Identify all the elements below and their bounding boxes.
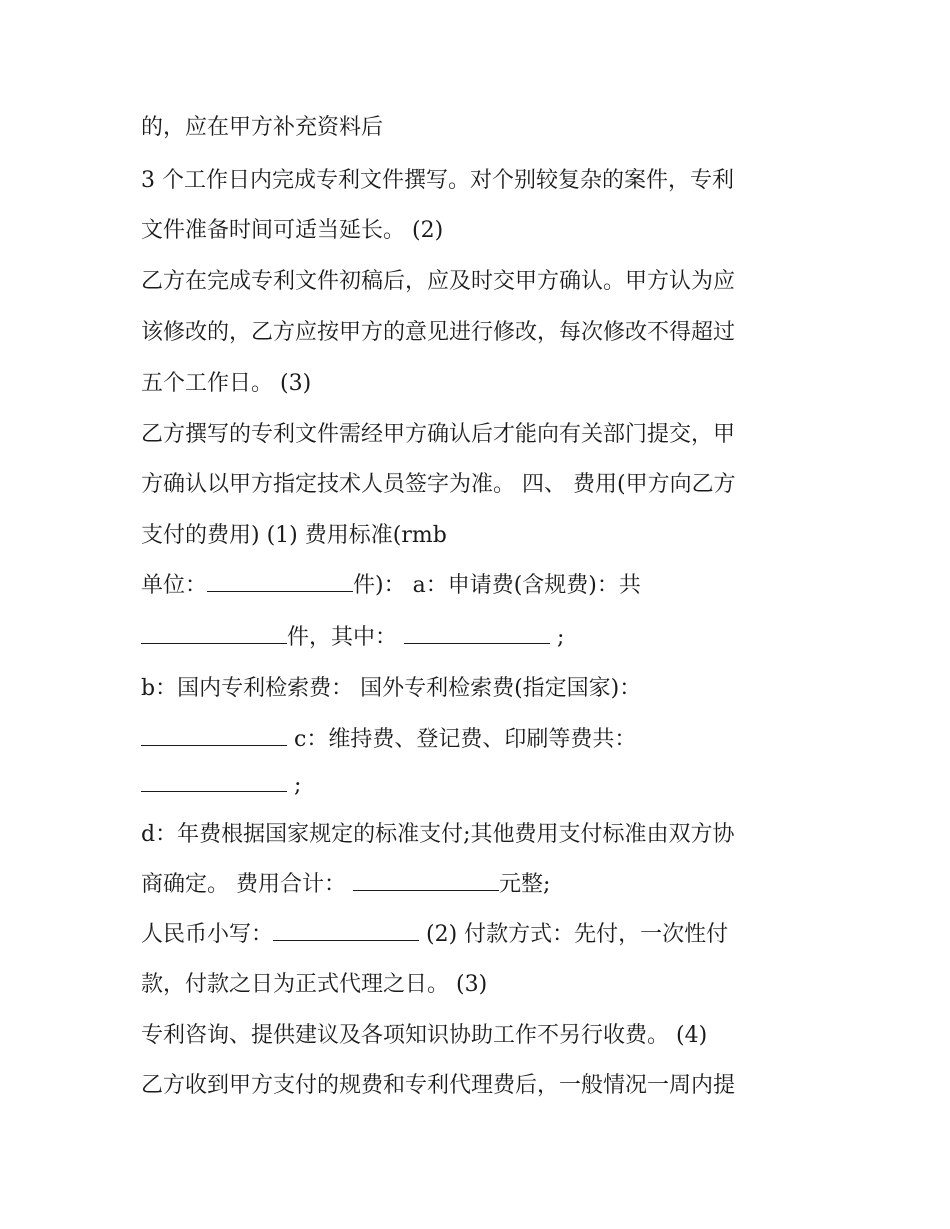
text-line-5: 该修改的，乙方应按甲方的意见进行修改，每次修改不得超过 [141, 320, 736, 345]
text-segment: 件)： a：申请费(含规费)：共 [353, 573, 641, 598]
text-line-6: 五个工作日。 (3) [141, 371, 312, 396]
text-line-14 [141, 771, 821, 801]
text-segment: c：维持费、登记费、印刷等费共： [294, 727, 637, 752]
text-line-4: 乙方在完成专利文件初稿后，应及时交甲方确认。甲方认为应 [141, 269, 736, 294]
text-line-3: 文件准备时间可适当延长。 (2) [141, 218, 444, 243]
text-line-20: 乙方收到甲方支付的规费和专利代理费后，一般情况一周内提 [141, 1073, 736, 1098]
text-line-8: 方确认以甲方指定技术人员签字为准。 四、 费用(甲方向乙方 [141, 472, 736, 497]
text-segment: 单位： [141, 573, 208, 598]
text-segment: 件，其中： [287, 625, 398, 650]
text-line-7: 乙方撰写的专利文件需经甲方确认后才能向有关部门提交，甲 [141, 422, 736, 447]
text-segment: ; [557, 625, 565, 650]
text-line-16 [141, 870, 821, 900]
fill-in-blank [141, 625, 287, 644]
text-line-10 [141, 571, 821, 601]
text-line-17 [141, 920, 821, 950]
text-segment: 人民币小写： [141, 922, 274, 947]
text-line-12: b：国内专利检索费： 国外专利检索费(指定国家)： [141, 676, 642, 701]
text-segment: (2) 付款方式：先付，一次性付 [426, 922, 729, 947]
text-line-13 [141, 725, 821, 755]
text-line-9: 支付的费用) (1) 费用标准(rmb [141, 523, 447, 548]
fill-in-blank [207, 573, 353, 592]
fill-in-blank [273, 922, 419, 941]
text-line-15: d：年费根据国家规定的标准支付;其他费用支付标准由双方协 [141, 822, 735, 847]
fill-in-blank [141, 773, 287, 792]
text-segment: ; [294, 773, 302, 798]
text-line-19: 专利咨询、提供建议及各项知识协助工作不另行收费。 (4) [141, 1023, 708, 1048]
fill-in-blank [404, 625, 550, 644]
text-line-1: 的，应在甲方补充资料后 [141, 115, 384, 140]
fill-in-blank [353, 872, 499, 891]
text-line-11 [141, 623, 821, 653]
text-segment: 元整; [499, 872, 551, 897]
text-line-18: 款，付款之日为正式代理之日。 (3) [141, 972, 488, 997]
text-segment: 商确定。 费用合计： [141, 872, 353, 897]
fill-in-blank [141, 727, 287, 746]
text-line-2: 3 个工作日内完成专利文件撰写。对个别较复杂的案件，专利 [141, 168, 734, 193]
